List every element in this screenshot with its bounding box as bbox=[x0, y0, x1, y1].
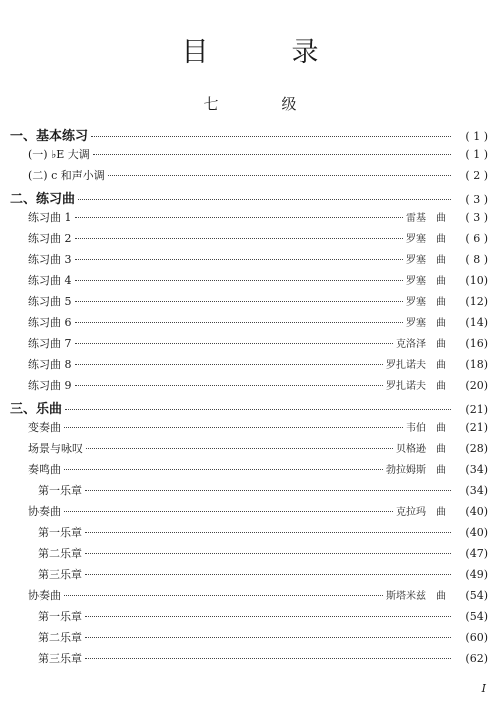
toc-entry[interactable] bbox=[10, 293, 488, 314]
toc-entry-composer-suffix: 曲 bbox=[436, 360, 446, 371]
toc-entry-composer: 贝格逊 bbox=[396, 444, 426, 455]
toc-entry[interactable] bbox=[10, 503, 488, 524]
toc-entry-composer: 罗扎诺夫 bbox=[386, 381, 426, 392]
toc-entry-composer-suffix: 曲 bbox=[436, 381, 446, 392]
toc-entry-label: 练习曲 1 bbox=[28, 211, 72, 224]
toc-entry-composer-suffix: 曲 bbox=[436, 591, 446, 602]
toc-entry-label: 练习曲 6 bbox=[28, 316, 72, 329]
toc-entry-label: 练习曲 8 bbox=[28, 358, 72, 371]
dot-leader bbox=[75, 385, 384, 386]
toc-entry[interactable] bbox=[10, 419, 488, 440]
toc-entry-page: (40) bbox=[465, 505, 488, 518]
toc-entry-page: (10) bbox=[465, 274, 488, 287]
dot-leader bbox=[86, 448, 393, 449]
table-of-contents bbox=[10, 125, 488, 671]
toc-entry-page: (16) bbox=[465, 337, 488, 350]
dot-leader bbox=[93, 154, 451, 155]
toc-entry-page: (34) bbox=[465, 463, 488, 476]
toc-entry-page: (21) bbox=[465, 403, 488, 416]
toc-entry-label: 第一乐章 bbox=[38, 526, 82, 539]
toc-entry-composer: 罗塞 bbox=[406, 255, 426, 266]
toc-entry-page: ( 6 ) bbox=[465, 232, 488, 245]
toc-entry[interactable] bbox=[10, 335, 488, 356]
toc-entry[interactable] bbox=[10, 377, 488, 398]
dot-leader bbox=[65, 409, 451, 410]
toc-entry-composer: 罗塞 bbox=[406, 234, 426, 245]
toc-entry[interactable] bbox=[10, 482, 488, 503]
toc-entry-label: 练习曲 9 bbox=[28, 379, 72, 392]
toc-entry-label: 第一乐章 bbox=[38, 610, 82, 623]
grade-title: 七 级 bbox=[203, 95, 321, 113]
dot-leader bbox=[75, 301, 404, 302]
toc-entry[interactable] bbox=[10, 314, 488, 335]
toc-entry[interactable] bbox=[10, 251, 488, 272]
toc-entry-page: (62) bbox=[465, 652, 488, 665]
toc-entry-composer-suffix: 曲 bbox=[436, 318, 446, 329]
dot-leader bbox=[85, 553, 451, 554]
toc-entry-composer: 雷基 bbox=[406, 213, 426, 224]
toc-entry-composer-suffix: 曲 bbox=[436, 255, 446, 266]
page-title: 目 录 bbox=[181, 37, 347, 68]
toc-entry-page: ( 3 ) bbox=[465, 211, 488, 224]
toc-entry-page: ( 1 ) bbox=[465, 148, 488, 161]
toc-entry-composer: 罗塞 bbox=[406, 318, 426, 329]
toc-entry-composer: 勃拉姆斯 bbox=[386, 465, 426, 476]
toc-entry-composer-suffix: 曲 bbox=[436, 423, 446, 434]
toc-entry-page: (18) bbox=[465, 358, 488, 371]
toc-entry-composer-suffix: 曲 bbox=[436, 465, 446, 476]
toc-entry[interactable] bbox=[10, 629, 488, 650]
toc-entry-composer-suffix: 曲 bbox=[436, 444, 446, 455]
toc-entry-page: (12) bbox=[465, 295, 488, 308]
dot-leader bbox=[64, 595, 383, 596]
toc-entry-page: ( 2 ) bbox=[465, 169, 488, 182]
dot-leader bbox=[64, 469, 383, 470]
dot-leader bbox=[64, 511, 393, 512]
toc-section-heading[interactable] bbox=[10, 125, 488, 146]
toc-entry-page: ( 1 ) bbox=[465, 130, 488, 143]
toc-entry-composer: 克洛泽 bbox=[396, 339, 426, 350]
dot-leader bbox=[75, 280, 404, 281]
dot-leader bbox=[85, 658, 451, 659]
dot-leader bbox=[108, 175, 451, 176]
dot-leader bbox=[75, 259, 404, 260]
toc-entry-page: (54) bbox=[465, 610, 488, 623]
toc-entry[interactable] bbox=[10, 230, 488, 251]
toc-entry-page: (21) bbox=[465, 421, 488, 434]
toc-entry[interactable] bbox=[10, 650, 488, 671]
toc-entry-page: (14) bbox=[465, 316, 488, 329]
toc-entry-page: (34) bbox=[465, 484, 488, 497]
toc-entry-composer: 罗塞 bbox=[406, 297, 426, 308]
toc-entry-label: 三、乐曲 bbox=[10, 402, 63, 417]
toc-entry-composer: 罗塞 bbox=[406, 276, 426, 287]
toc-entry-page: ( 8 ) bbox=[465, 253, 488, 266]
dot-leader bbox=[85, 532, 451, 533]
toc-entry-label: 一、基本练习 bbox=[10, 129, 89, 144]
toc-entry-label: 协奏曲 bbox=[28, 505, 61, 518]
toc-entry-composer: 罗扎诺夫 bbox=[386, 360, 426, 371]
toc-entry-label: 协奏曲 bbox=[28, 589, 61, 602]
toc-entry[interactable] bbox=[10, 461, 488, 482]
toc-entry-composer-suffix: 曲 bbox=[436, 507, 446, 518]
toc-entry-page: (20) bbox=[465, 379, 488, 392]
toc-entry-label: 第一乐章 bbox=[38, 484, 82, 497]
toc-section-heading[interactable] bbox=[10, 398, 488, 419]
toc-entry-label: (一) ♭E 大调 bbox=[28, 148, 90, 161]
dot-leader bbox=[85, 616, 451, 617]
toc-entry-label: 练习曲 5 bbox=[28, 295, 72, 308]
toc-entry[interactable] bbox=[10, 566, 488, 587]
toc-entry-label: 第三乐章 bbox=[38, 568, 82, 581]
toc-section-heading[interactable] bbox=[10, 188, 488, 209]
toc-entry-label: 第二乐章 bbox=[38, 631, 82, 644]
dot-leader bbox=[85, 574, 451, 575]
toc-entry-composer: 斯塔米兹 bbox=[386, 591, 426, 602]
toc-entry-label: 练习曲 3 bbox=[28, 253, 72, 266]
toc-entry-composer-suffix: 曲 bbox=[436, 276, 446, 287]
toc-entry-composer-suffix: 曲 bbox=[436, 213, 446, 224]
dot-leader bbox=[75, 322, 404, 323]
toc-entry-label: 变奏曲 bbox=[28, 421, 61, 434]
dot-leader bbox=[91, 136, 451, 137]
toc-entry[interactable] bbox=[10, 608, 488, 629]
toc-entry[interactable] bbox=[10, 146, 488, 167]
toc-entry-label: 奏鸣曲 bbox=[28, 463, 61, 476]
dot-leader bbox=[75, 343, 394, 344]
toc-entry[interactable] bbox=[10, 209, 488, 230]
dot-leader bbox=[64, 427, 403, 428]
toc-entry-label: 第二乐章 bbox=[38, 547, 82, 560]
toc-entry-composer-suffix: 曲 bbox=[436, 339, 446, 350]
toc-entry[interactable] bbox=[10, 545, 488, 566]
toc-entry[interactable] bbox=[10, 524, 488, 545]
toc-entry-page: (60) bbox=[465, 631, 488, 644]
toc-entry-label: 第三乐章 bbox=[38, 652, 82, 665]
toc-entry[interactable] bbox=[10, 167, 488, 188]
toc-entry-label: (二) c 和声小调 bbox=[28, 169, 105, 182]
dot-leader bbox=[78, 199, 451, 200]
dot-leader bbox=[85, 490, 451, 491]
toc-entry[interactable] bbox=[10, 272, 488, 293]
toc-entry-label: 练习曲 2 bbox=[28, 232, 72, 245]
toc-entry-composer-suffix: 曲 bbox=[436, 297, 446, 308]
toc-entry[interactable] bbox=[10, 356, 488, 377]
toc-entry-page: (47) bbox=[465, 547, 488, 560]
toc-entry-page: ( 3 ) bbox=[465, 193, 488, 206]
dot-leader bbox=[75, 238, 404, 239]
dot-leader bbox=[85, 637, 451, 638]
toc-entry-composer: 克拉玛 bbox=[396, 507, 426, 518]
toc-entry-page: (54) bbox=[465, 589, 488, 602]
toc-entry-page: (40) bbox=[465, 526, 488, 539]
toc-entry-label: 二、练习曲 bbox=[10, 192, 76, 207]
toc-entry-label: 练习曲 4 bbox=[28, 274, 72, 287]
toc-entry[interactable] bbox=[10, 440, 488, 461]
toc-entry-label: 场景与咏叹 bbox=[28, 442, 83, 455]
page-number: I bbox=[481, 682, 486, 695]
dot-leader bbox=[75, 364, 384, 365]
toc-entry-page: (28) bbox=[465, 442, 488, 455]
dot-leader bbox=[75, 217, 404, 218]
toc-entry-label: 练习曲 7 bbox=[28, 337, 72, 350]
toc-entry[interactable] bbox=[10, 587, 488, 608]
toc-entry-composer: 韦伯 bbox=[406, 423, 426, 434]
toc-entry-page: (49) bbox=[465, 568, 488, 581]
toc-entry-composer-suffix: 曲 bbox=[436, 234, 446, 245]
